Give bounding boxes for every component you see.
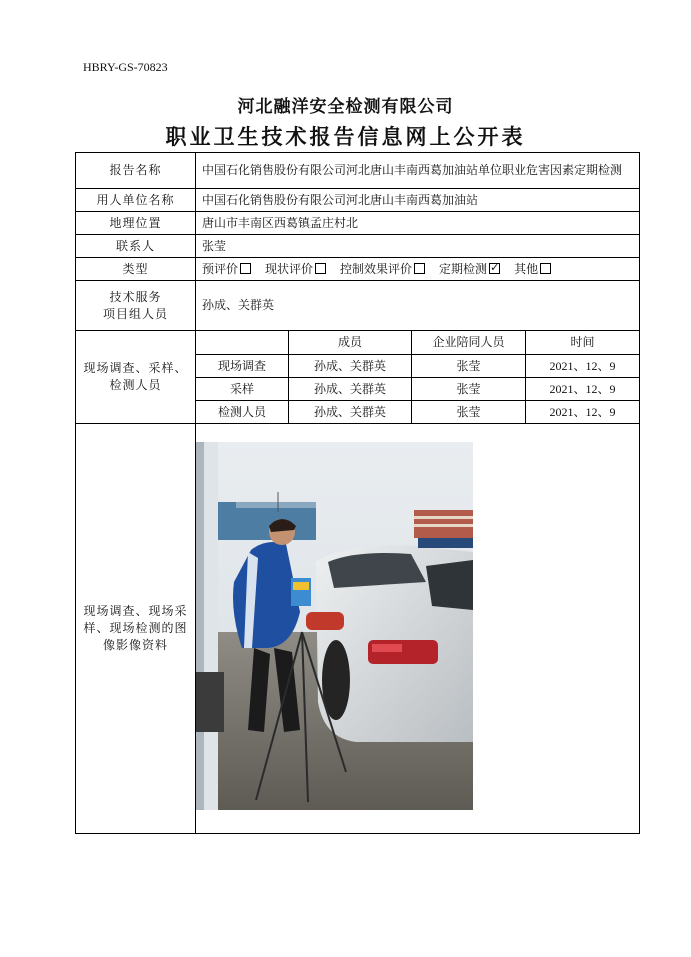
- type-option-label: 现状评价: [265, 261, 314, 276]
- employer-label: 用人单位名称: [76, 189, 196, 212]
- sampling-task: 采样: [196, 378, 289, 401]
- escort-header: 企业陪同人员: [412, 331, 526, 355]
- report-name-row: [76, 153, 640, 189]
- team-label: [76, 281, 196, 331]
- report-name-label: 报告名称: [76, 153, 196, 189]
- location-row: [76, 212, 640, 235]
- site-photo: [196, 442, 473, 810]
- survey-label: 现场调查、采样、检测人员: [76, 331, 196, 424]
- location-label: 地理位置: [76, 212, 196, 235]
- type-option-label: 预评价: [202, 261, 239, 276]
- detection-member: 孙成、关群英: [289, 401, 412, 424]
- member-header: 成员: [289, 331, 412, 355]
- checkbox-icon: [315, 263, 326, 274]
- detection-task: 检测人员: [196, 401, 289, 424]
- type-label: 类型: [76, 258, 196, 281]
- employer-value: 中国石化销售股份有限公司河北唐山丰南西葛加油站: [196, 189, 640, 212]
- type-option-label: 定期检测: [439, 261, 488, 276]
- report-name-value: 中国石化销售股份有限公司河北唐山丰南西葛加油站单位职业危害因素定期检测: [196, 153, 640, 189]
- disclosure-table: [75, 152, 640, 834]
- location-value: 唐山市丰南区西葛镇孟庄村北: [196, 212, 640, 235]
- type-options: [196, 258, 640, 281]
- checkbox-icon: [414, 263, 425, 274]
- contact-label: 联系人: [76, 235, 196, 258]
- images-row: [76, 424, 640, 834]
- survey-header-row: [76, 331, 640, 355]
- team-row: [76, 281, 640, 331]
- survey-task: 现场调查: [196, 355, 289, 378]
- sampling-time: 2021、12、9: [526, 378, 640, 401]
- checkbox-icon: [240, 263, 251, 274]
- detection-escort: 张莹: [412, 401, 526, 424]
- contact-row: [76, 235, 640, 258]
- company-name: 河北融洋安全检测有限公司: [237, 97, 454, 117]
- type-option-pre-evaluation: [202, 262, 265, 276]
- checkbox-icon: [540, 263, 551, 274]
- type-option-label: 其他: [514, 261, 539, 276]
- contact-value: 张莹: [196, 235, 640, 258]
- type-option-status-evaluation: [265, 262, 340, 276]
- employer-row: [76, 189, 640, 212]
- survey-time: 2021、12、9: [526, 355, 640, 378]
- document-code: HBRY-GS-70823: [83, 60, 168, 74]
- type-option-other: [514, 262, 565, 276]
- sampling-escort: 张莹: [412, 378, 526, 401]
- sampling-member: 孙成、关群英: [289, 378, 412, 401]
- type-option-label: 控制效果评价: [340, 261, 413, 276]
- survey-escort: 张莹: [412, 355, 526, 378]
- images-label: 现场调查、现场采样、现场检测的图像影像资料: [76, 424, 196, 834]
- survey-header-blank: [196, 331, 289, 355]
- time-header: 时间: [526, 331, 640, 355]
- type-row: [76, 258, 640, 281]
- page-title: 职业卫生技术报告信息网上公开表: [165, 124, 526, 149]
- site-photo-cell: [196, 424, 640, 834]
- type-option-periodic-detection: [439, 262, 514, 276]
- checked-checkbox-icon: [489, 263, 500, 274]
- detection-time: 2021、12、9: [526, 401, 640, 424]
- team-value: 孙成、关群英: [196, 281, 640, 331]
- type-option-control-evaluation: [340, 262, 439, 276]
- survey-member: 孙成、关群英: [289, 355, 412, 378]
- team-label-line1: 技术服务: [109, 289, 162, 304]
- team-label-line2: 项目组人员: [102, 306, 168, 321]
